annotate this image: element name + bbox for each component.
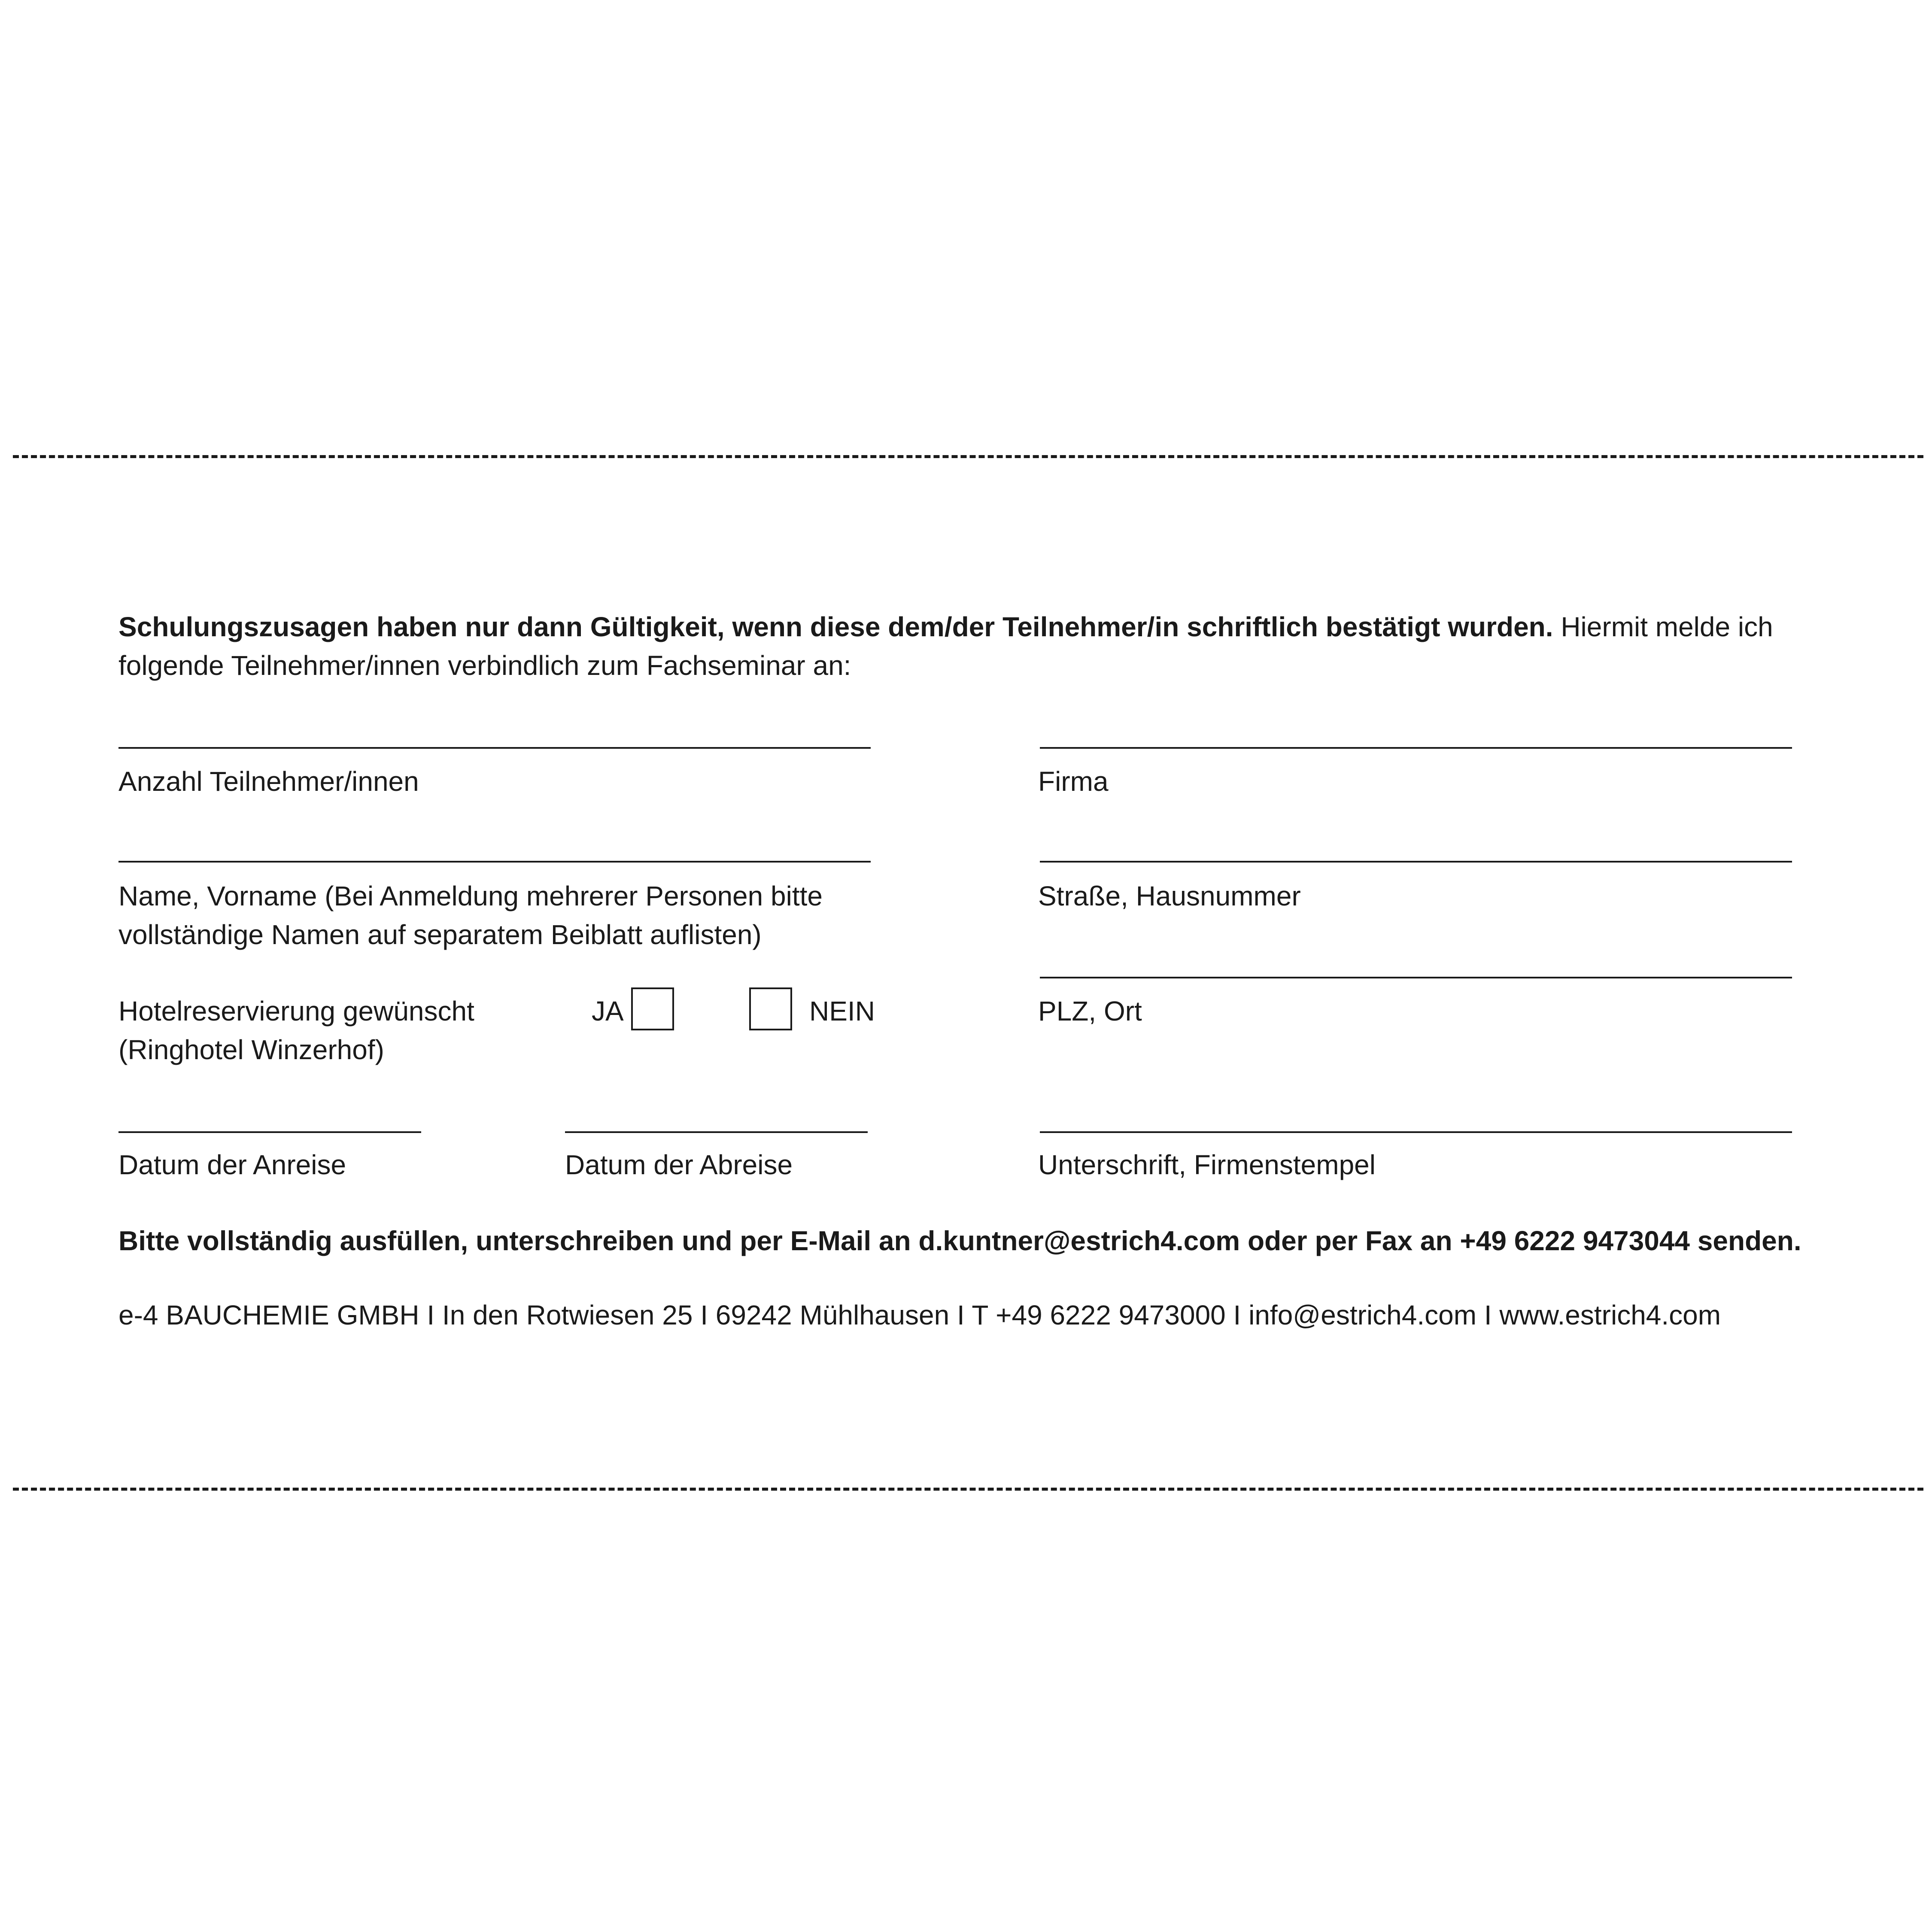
hotel-yes-label: JA [592,996,624,1027]
instructions-note: Bitte vollständig ausfüllen, unterschreiben und per E-Mail an d.kuntner@estrich4.com oder per Fax an +49 6222 9473044 senden. [118,1225,1801,1256]
street-input-line[interactable] [1040,861,1792,863]
departure-date-input-line[interactable] [565,1131,868,1133]
postal-city-label: PLZ, Ort [1038,996,1142,1027]
intro-normal-text: Hiermit melde ich folgende Teilnehmer/innen verbindlich zum Fachseminar an: [118,611,1773,681]
name-input-line[interactable] [118,861,871,863]
street-label: Straße, Hausnummer [1038,881,1301,911]
arrival-date-input-line[interactable] [118,1131,421,1133]
intro-paragraph [118,608,1836,685]
hotel-yes-checkbox[interactable] [631,987,674,1030]
signature-label: Unterschrift, Firmenstempel [1038,1149,1376,1180]
departure-date-label: Datum der Abreise [565,1149,793,1180]
hotel-no-label: NEIN [809,996,875,1027]
postal-city-input-line[interactable] [1040,977,1792,978]
company-label: Firma [1038,766,1109,797]
signature-input-line[interactable] [1040,1131,1792,1133]
company-address: e-4 BAUCHEMIE GMBH I In den Rotwiesen 25 I 69242 Mühlhausen I T +49 6222 9473000 I info@estrich4.com I www.estrich4.com [118,1300,1721,1331]
hotel-label-line2: (Ringhotel Winzerhof) [118,1034,384,1065]
company-input-line[interactable] [1040,747,1792,749]
participants-count-input-line[interactable] [118,747,871,749]
participants-count-label: Anzahl Teilnehmer/innen [118,766,419,797]
arrival-date-label: Datum der Anreise [118,1149,346,1180]
hotel-label-line1: Hotelreservierung gewünscht [118,996,474,1027]
cut-line-top [13,455,1923,458]
name-label-line1: Name, Vorname (Bei Anmeldung mehrerer Personen bitte [118,881,823,911]
name-label-line2: vollständige Namen auf separatem Beiblatt auflisten) [118,919,762,950]
cut-line-bottom [13,1488,1923,1491]
hotel-no-checkbox[interactable] [749,987,792,1030]
intro-bold-text: Schulungszusagen haben nur dann Gültigkeit, wenn diese dem/der Teilnehmer/in schriftlich bestätigt wurden. [118,611,1553,642]
